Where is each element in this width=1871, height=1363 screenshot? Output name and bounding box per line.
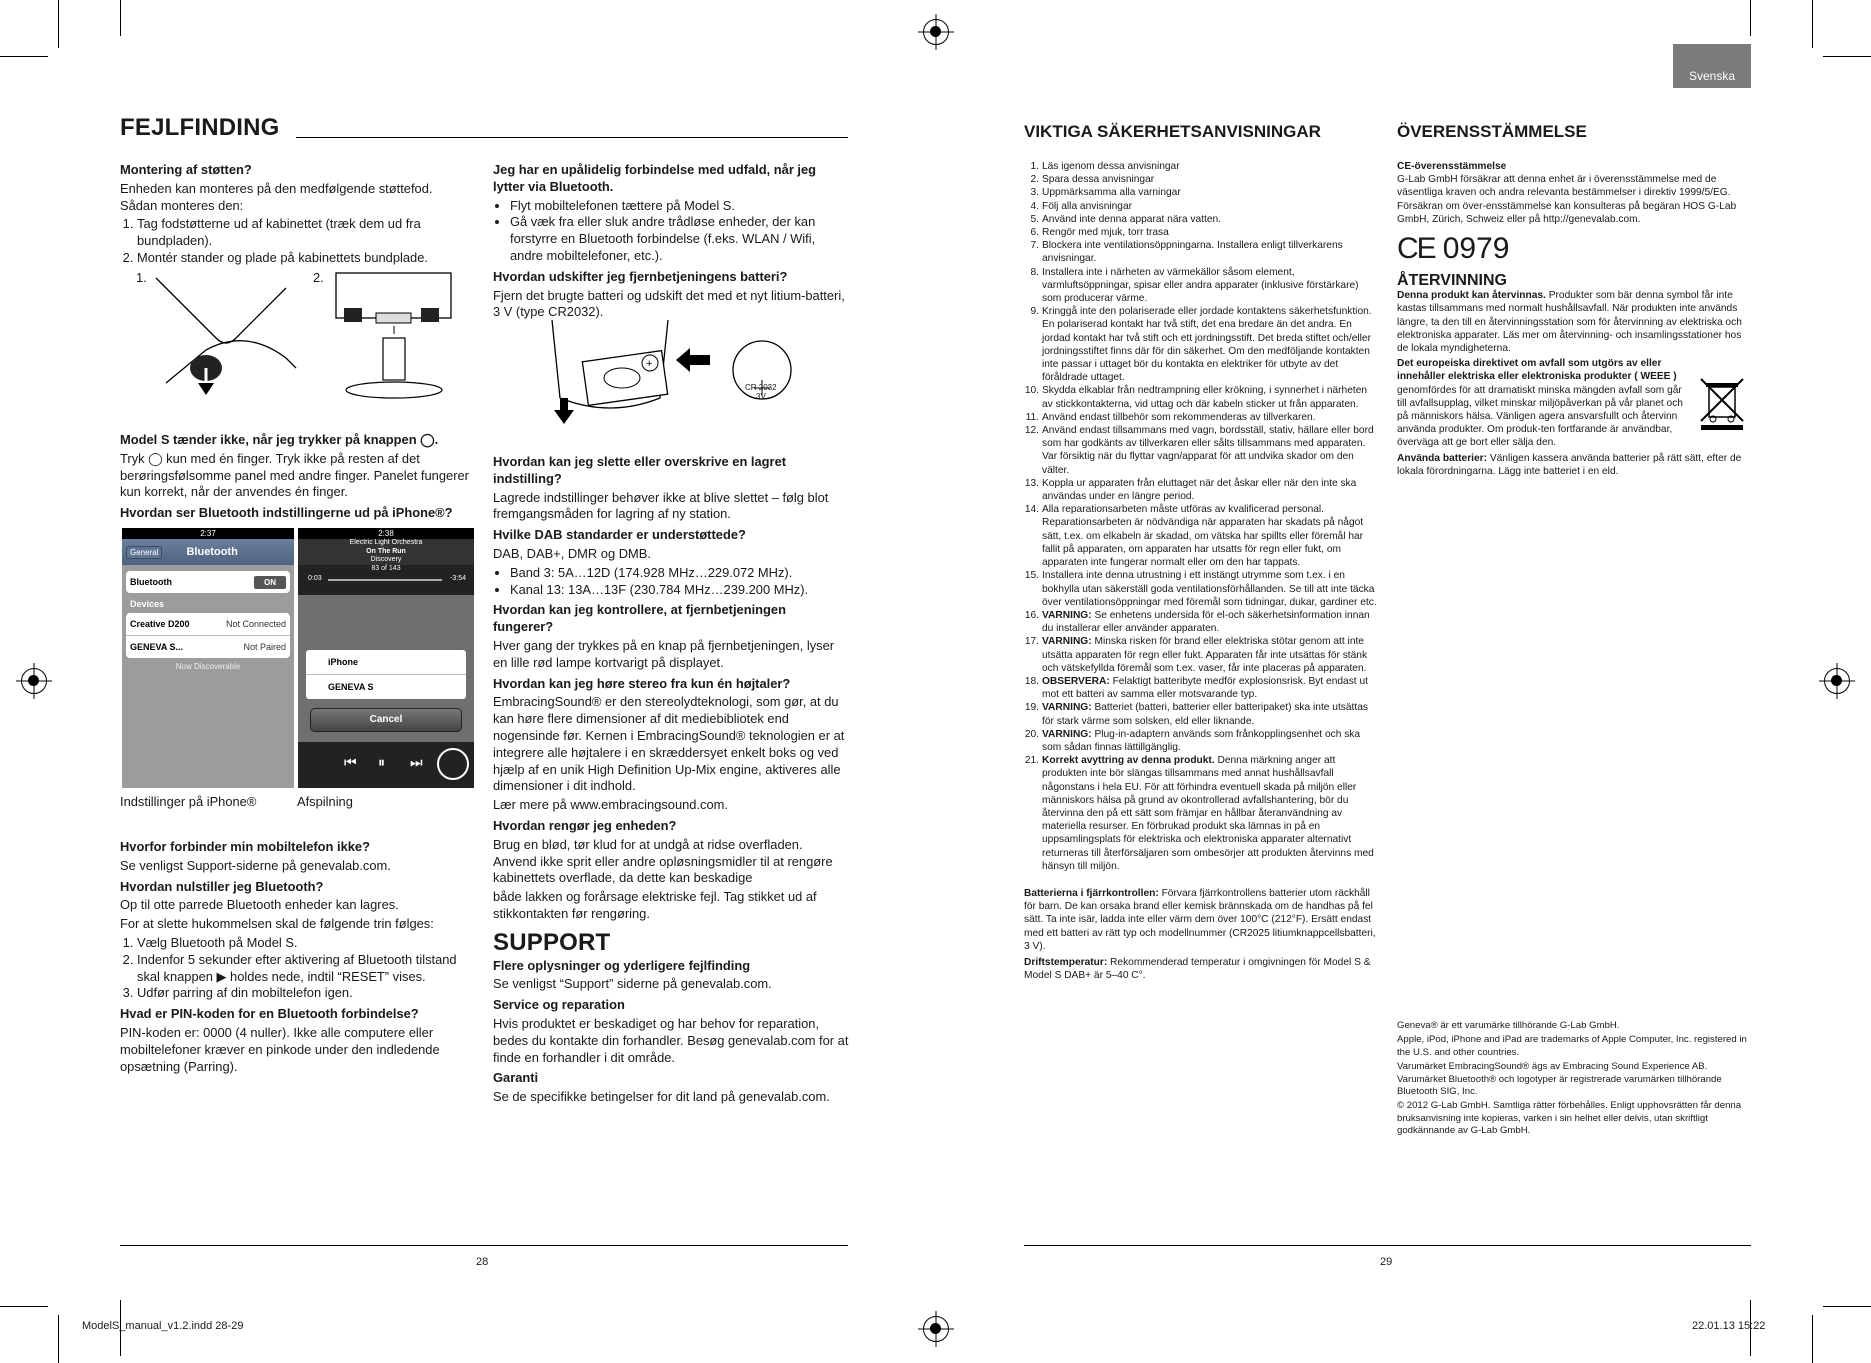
- answer: For at slette hukommelsen skal de følgende trin følges:: [120, 916, 434, 932]
- discoverable-label: Now Discoverable: [175, 662, 241, 671]
- safety-title: VIKTIGA SÄKERHETSANVISNINGAR: [1024, 122, 1321, 141]
- safety-item: [1024, 200, 1378, 213]
- item-number: 7.: [1030, 240, 1039, 252]
- airplay-option-geneva[interactable]: GENEVA S: [328, 682, 374, 692]
- remaining-time: -3:54: [450, 575, 466, 582]
- progress-bar[interactable]: [328, 579, 442, 581]
- question: Hvordan udskifter jeg fjernbetjeningens batteri?: [493, 268, 788, 284]
- safety-item: [1024, 173, 1378, 186]
- recycling-body: Produkter som bär denna symbol får inte kastas tillsammans med normalt hushållsavfall. När produkten inte används längre, ta den till en återvinningsstation som för återvinning av elektriska och elektroniska apparater. Läs mer om återvinning- och insamlingsstationer hos de lokala myndigheterna.: [1397, 290, 1742, 355]
- note-label: Batterierna i fjärrkontrollen:: [1024, 887, 1159, 899]
- crop-mark: [58, 1315, 59, 1363]
- airplay-icon[interactable]: [437, 748, 469, 780]
- device-status: Not Connected: [225, 619, 286, 629]
- track-count: 83 of 143: [371, 565, 401, 572]
- ce-logo-icon: CE: [1397, 232, 1435, 266]
- conformity-title: ÖVERENSSTÄMMELSE: [1397, 122, 1587, 141]
- crop-mark: [120, 0, 121, 36]
- item-number: 3.: [1030, 187, 1039, 199]
- safety-item: [1024, 424, 1378, 477]
- battery-voltage: 3V: [756, 392, 766, 401]
- item-text: Batteriet (batteri, batterier eller batteripaket) ska inte utsättas för stark värme som solsken, eld eller liknande.: [1042, 702, 1368, 727]
- item-text: Blockera inte ventilationsöppningarna. Installera enligt tillverkarens anvisningar.: [1042, 240, 1343, 265]
- left-column-2: [493, 158, 849, 323]
- item-number: 13.: [1024, 477, 1039, 489]
- previous-icon[interactable]: ⏮: [344, 754, 357, 770]
- status-bar: 2:37: [122, 528, 294, 539]
- answer: Op til otte parrede Bluetooth enheder kan lagres.: [120, 897, 399, 913]
- support-heading: Flere oplysninger og yderligere fejlfinding: [493, 957, 751, 973]
- weee-block: [1397, 357, 1751, 449]
- battery-drawing: [540, 318, 800, 428]
- item-text: Skydda elkablar från nedtrampning eller krökning, i synnerhet i närheten av stickkontakterna, vid uttag och där kabeln sticker ut från apparaten.: [1042, 385, 1368, 410]
- item-text: Uppmärksamma alla varningar: [1042, 187, 1181, 199]
- item-text: Spara dessa anvisningar: [1042, 174, 1155, 186]
- safety-item: [1024, 384, 1378, 410]
- crop-mark: [58, 0, 59, 48]
- playback-controls: [298, 742, 474, 788]
- item-text: Använd endast tillbehör som rekommenderas av tillverkaren.: [1042, 411, 1316, 423]
- song-title: On The Run: [366, 547, 406, 555]
- step: 1. Tag fodstøtterne ud af kabinettet (træk dem ud fra bundpladen).: [137, 216, 472, 250]
- trademark-line: Geneva® är ett varumärke tillhörande G-Lab GmbH.: [1397, 1020, 1620, 1031]
- bullet: • Kanal 13: 13A…13F (230.784 MHz…239.200 MHz).: [510, 582, 849, 599]
- nav-bar: [122, 539, 294, 565]
- question: Hvordan nulstiller jeg Bluetooth?: [120, 878, 324, 894]
- item-number: 2.: [1030, 174, 1039, 186]
- item-number: 19.: [1024, 702, 1039, 714]
- item-number: 6.: [1030, 227, 1039, 239]
- figure-label: 1.: [136, 270, 147, 285]
- crop-mark: [0, 56, 48, 57]
- item-text: Kringgå inte den polariserade eller jordade kontaktens säkerhetsfunktion. En polariserad kontakt har två stift, det ena bredare än det andra. En jordad kontakt har två stift och ett jordningsstift. Det breda stiftet och/eller jordningsstiftet finns där för din säkerhet. Om den medföljande kontakten inte passar i uttaget bör du kontakta en elektriker för utbyte av det föråldrade uttaget.: [1042, 306, 1372, 384]
- pause-icon[interactable]: ⏸: [378, 754, 385, 770]
- conformity-section: [1397, 160, 1751, 480]
- registration-mark-icon: [1824, 668, 1850, 694]
- left-column-1: [120, 158, 472, 267]
- item-number: 4.: [1030, 200, 1039, 212]
- answer: DAB, DAB+, DMR og DMB.: [493, 545, 651, 561]
- left-column-2b: [493, 450, 849, 1108]
- bluetooth-row: [126, 571, 290, 593]
- item-text: Använd endast tillsammans med vagn, bordsställ, stativ, hällare eller bord som har godkänts av tillverkaren eller sålts tillsammans med apparaten. Var försiktig när du flyttar vagn/apparat för att undvika skador om den välter.: [1042, 425, 1374, 476]
- crop-mark: [1823, 56, 1871, 57]
- used-batteries-text: [1397, 452, 1751, 478]
- iphone-bluetooth-screenshot: [122, 528, 294, 788]
- recycling-title: ÅTERVINNING: [1397, 272, 1507, 290]
- recycling-label: Denna produkt kan återvinnas.: [1397, 290, 1546, 302]
- question: Montering af støtten?: [120, 162, 252, 177]
- item-label: VARNING:: [1042, 609, 1092, 621]
- crop-mark: [1823, 1306, 1871, 1307]
- support-text: Hvis produktet er beskadiget og har behov for reparation, bedes du kontakte din forhandler. Besøg genevalab.com for at finde en forhandler i dit område.: [493, 1015, 849, 1065]
- row-label: Bluetooth: [130, 577, 172, 587]
- mounting-illustration: [136, 268, 496, 408]
- weee-body: genomfördes för att dramatiskt minska mängden avfall som går till avfallsupplag, vilket minskar miljöpåverkan på vår planet och på människors hälsa. Vänligen agera ansvarsfullt och återvinn använda produkter. Om produk-ten fortfarande är användbar, överväga att ge bort eller sälja den.: [1397, 384, 1683, 449]
- question: Hvordan kan jeg høre stereo fra kun én højtaler?: [493, 675, 791, 691]
- weee-label: Det europeiska direktivet om avfall som utgörs av eller innehåller elektriska eller elektroniska produkter ( WEEE ): [1397, 358, 1677, 383]
- item-text: Minska risken för brand eller elektriska stötar genom att inte utsätta apparaten för regn eller fukt. Apparaten får inte utsättas för stänk och vätskefyllda föremål som t.ex. vaser, får inte placeras på apparaten.: [1042, 636, 1368, 674]
- page-title: FEJLFINDING: [120, 114, 280, 141]
- safety-item: [1024, 239, 1378, 265]
- item-text: Läs igenom dessa anvisningar: [1042, 161, 1180, 172]
- question: Hvordan kan jeg slette eller overskrive en lagret indstilling?: [493, 454, 787, 486]
- support-heading: Garanti: [493, 1070, 539, 1086]
- crop-mark: [1750, 0, 1751, 36]
- safety-item: [1024, 213, 1378, 226]
- step: 3. Udfør parring af din mobiltelefon igen.: [137, 985, 472, 1002]
- item-label: Korrekt avyttring av denna produkt.: [1042, 755, 1215, 767]
- note-label: Driftstemperatur:: [1024, 956, 1108, 968]
- next-icon[interactable]: ⏭: [410, 754, 423, 770]
- title-rule: [296, 137, 848, 138]
- item-text: Rengör med mjuk, torr trasa: [1042, 227, 1169, 239]
- trademark-line: Apple, iPod, iPhone and iPad are trademarks of Apple Computer, Inc. registered in the U.S. and other countries.: [1397, 1034, 1747, 1058]
- answer: både lakken og forårsage elektriske fejl. Tag stikket ud af stikkontakten før rengøring.: [493, 889, 817, 921]
- item-number: 21.: [1024, 755, 1039, 767]
- answer: Se venligst Support-siderne på genevalab.com.: [120, 857, 391, 873]
- step: 1. Vælg Bluetooth på Model S.: [137, 935, 472, 952]
- safety-item: [1024, 635, 1378, 675]
- iphone-playback-screenshot: [298, 528, 474, 788]
- device-list: [126, 613, 290, 658]
- batteries-note: [1024, 887, 1378, 953]
- support-text: Se venligst “Support” siderne på genevalab.com.: [493, 976, 772, 992]
- safety-item: [1024, 754, 1378, 873]
- safety-item: [1024, 609, 1378, 635]
- answer: EmbracingSound® er den stereolydteknologi, som gør, at du kan høre flere dimensioner af dit mediebibliotek end nogensinde før. Kernen i EmbracingSound® teknologien er at integrere alle højtalere i en skræddersyet enkelt boks og ved hjælp af en unik High Definition Up-Mix engine, aktiveres alle dimensioner i dit indhold.: [493, 694, 845, 794]
- answer: Enheden kan monteres på den medfølgende støttefod. Sådan monteres den:: [120, 180, 433, 213]
- item-label: VARNING:: [1042, 728, 1092, 740]
- bullet: • Gå væk fra eller sluk andre trådløse enheder, der kan forstyrre en Bluetooth forbindelse (f.eks. WLAN / Wifi, andre mobiltelefoner, etc.).: [510, 214, 849, 264]
- item-number: 20.: [1024, 728, 1039, 740]
- safety-item: [1024, 305, 1378, 384]
- question: Hvordan rengør jeg enheden?: [493, 817, 677, 833]
- page-number: 29: [1380, 1256, 1393, 1268]
- safety-item: [1024, 675, 1378, 701]
- question: Hvordan kan jeg kontrollere, at fjernbetjeningen fungerer?: [493, 602, 786, 635]
- crop-mark: [1812, 0, 1813, 48]
- item-number: 12.: [1024, 425, 1039, 437]
- footer-date: 22.01.13 15:22: [1692, 1320, 1766, 1332]
- device-name: GENEVA S...: [130, 642, 184, 652]
- battery-label: CR 2032: [745, 383, 777, 392]
- bluetooth-toggle[interactable]: ON: [254, 576, 286, 589]
- answer: Hver gang der trykkes på en knap på fjernbetjeningen, lyser en lille rød lampe kortvarigt på displayet.: [493, 637, 835, 670]
- device-name: Creative D200: [130, 619, 190, 629]
- item-text: Felaktigt batteribyte medför explosionsrisk. Byt endast ut mot ett batteri av samma eller motsvarande typ.: [1042, 675, 1368, 701]
- elapsed-time: 0:03: [308, 575, 322, 582]
- answer: PIN-koden er: 0000 (4 nuller). Ikke alle computere eller mobiltelefoner kræver en pinkode under den indledende opsætning (Parring).: [120, 1024, 440, 1074]
- item-number: 10.: [1024, 385, 1039, 397]
- trademark-line: © 2012 G-Lab GmbH. Samtliga rätter förbehålles. Enligt upphovsrätten får denna bruksanvisning inte kopieras, varken i sin helhet eller delvis, utan skriftligt godkännande av G-Lab GmbH.: [1397, 1100, 1742, 1137]
- registration-mark-icon: [923, 19, 949, 45]
- footer-filename: ModelS_manual_v1.2.indd 28-29: [82, 1320, 244, 1332]
- footer-rule: [120, 1245, 848, 1246]
- safety-item: [1024, 411, 1378, 424]
- temperature-note: [1024, 956, 1378, 982]
- question: Hvorfor forbinder min mobiltelefon ikke?: [120, 839, 370, 854]
- language-tab: Svenska: [1673, 44, 1751, 88]
- question: Model S tænder ikke, når jeg trykker på knappen ◯.: [120, 432, 439, 447]
- item-number: 16.: [1024, 609, 1039, 621]
- back-button[interactable]: General: [126, 546, 162, 559]
- mounting-drawing: [136, 268, 496, 408]
- registration-mark-icon: [923, 1316, 949, 1342]
- crop-mark: [0, 1306, 48, 1307]
- devices-header: Devices: [130, 599, 165, 609]
- step: 2. Indenfor 5 sekunder efter aktivering af Bluetooth tilstand skal knappen ▶ holdes nede, indtil “RESET” vises.: [137, 952, 472, 986]
- item-text: Installera inte denna utrustning i ett instängt utrymme som t.ex. i en bokhylla utan säkerställ goda ventilationsförhållanden. Se till att inte täcka över ventilationsöppningar med föremål som tidningar, dukar, gardiner etc.: [1042, 570, 1377, 608]
- item-text: Denna märkning anger att produkten inte bör slängas tillsammans med annat hushållsavfall någonstans i hela EU. För att förhindra eventuell skada på miljön eller människors hälsa på grund av okontrollerad avfallshantering, bör du återvinna den på ett sätt som främjar en hållbar återanvändning av materiella resurser. En förbrukad produkt ska lämnas in på en uppsamlingsplats för elektriska och elektroniska apparater alternativt returneras till återförsäljaren som ombesörjer att produkten återvinns med hänsyn till miljön.: [1042, 755, 1374, 872]
- item-number: 18.: [1024, 675, 1039, 687]
- ce-mark: [1397, 232, 1751, 266]
- safety-item: [1024, 186, 1378, 199]
- question: Hvordan ser Bluetooth indstillingerne ud på iPhone®?: [120, 505, 453, 521]
- device-status: Not Paired: [243, 642, 286, 652]
- answer: Fjern det brugte batteri og udskift det med et nyt litium-batteri, 3 V (type CR2032).: [493, 287, 845, 320]
- note-text: Rekommenderad temperatur i omgivningen för Model S & Model S DAB+ är 5–40 C°.: [1024, 956, 1371, 982]
- scrubber-area: [298, 565, 474, 595]
- bullet: • Flyt mobiltelefonen tættere på Model S.: [510, 198, 849, 215]
- artist: Electric Light Orchestra: [349, 539, 423, 546]
- item-number: 1.: [1030, 161, 1039, 172]
- used-batteries-body: Vänligen kassera använda batterier på rätt sätt, efter de lokala förordningarna. Lägg inte batteriet i en eld.: [1397, 452, 1742, 477]
- item-label: VARNING:: [1042, 702, 1092, 714]
- safety-item: [1024, 477, 1378, 503]
- item-number: 5.: [1030, 213, 1039, 225]
- svg-text:+: +: [646, 358, 653, 370]
- safety-item: [1024, 728, 1378, 754]
- ce-text: G-Lab GmbH försäkrar att denna enhet är i överensstämmelse med de väsentliga kraven och andra relevanta bestämmelser i direktiv 1999/5/EG. Försäkran om över-ensstämmelse kan konsulteras på begäran HOS G-Lab GmbH, Zürich, Schweiz eller på http://genevalab.com.: [1397, 174, 1737, 225]
- item-number: 9.: [1030, 306, 1039, 318]
- item-label: OBSERVERA:: [1042, 675, 1110, 687]
- battery-illustration: [540, 318, 800, 428]
- item-text: Installera inte i närheten av värmekällor såsom element, varmluftsöppningar, spisar eller andra apparater (inklusive förstärkare) som producerar värme.: [1042, 266, 1359, 305]
- step: 2. Montér stander og plade på kabinettets bundplade.: [137, 250, 472, 267]
- used-batteries-label: Använda batterier:: [1397, 452, 1488, 464]
- weee-bin-icon: [1699, 377, 1747, 431]
- album: Discovery: [370, 556, 402, 563]
- figure-caption: Afspilning: [297, 794, 353, 809]
- item-label: VARNING:: [1042, 636, 1092, 648]
- status-bar: 2:38: [298, 528, 474, 539]
- question: Hvad er PIN-koden for en Bluetooth forbindelse?: [120, 1006, 419, 1022]
- bullet: • Band 3: 5A…12D (174.928 MHz…229.072 MHz).: [510, 565, 849, 582]
- page-number: 28: [476, 1256, 489, 1268]
- safety-item: [1024, 226, 1378, 239]
- left-column-1c: [120, 835, 472, 1077]
- support-text: Se de specifikke betingelser for dit land på genevalab.com.: [493, 1089, 830, 1105]
- item-number: 11.: [1025, 411, 1039, 423]
- cancel-button[interactable]: Cancel: [310, 708, 462, 732]
- question: Hvilke DAB standarder er understøttede?: [493, 527, 746, 543]
- device-row[interactable]: [126, 636, 290, 658]
- safety-item: [1024, 503, 1378, 569]
- ce-heading: CE-överensstämmelse: [1397, 161, 1507, 172]
- safety-list: [1024, 160, 1378, 984]
- item-text: Koppla ur apparaten från eluttaget när det åskar eller när den inte ska användas under en längre period.: [1042, 477, 1357, 503]
- recycling-text: [1397, 289, 1751, 355]
- device-row[interactable]: [126, 613, 290, 636]
- footer-rule: [1024, 1245, 1751, 1246]
- figure-label: 2.: [313, 270, 324, 285]
- support-heading: Service og reparation: [493, 997, 625, 1013]
- item-number: 15.: [1024, 570, 1039, 582]
- answer: Lagrede indstillinger behøver ikke at blive slettet – følg blot fremgangsmåden for lagring af ny station.: [493, 489, 829, 522]
- safety-item: [1024, 701, 1378, 727]
- airplay-option-iphone[interactable]: iPhone: [306, 650, 466, 675]
- item-text: Se enhetens undersida för el-och säkerhetsinformation innan du installerar eller använder apparaten.: [1042, 609, 1370, 635]
- weee-text: [1397, 357, 1689, 449]
- safety-item: [1024, 160, 1378, 173]
- ce-number: 0979: [1442, 232, 1510, 266]
- item-number: 8.: [1030, 266, 1039, 278]
- item-text: Använd inte denna apparat nära vatten.: [1042, 213, 1221, 225]
- answer: Tryk ◯ kun med én finger. Tryk ikke på resten af det berøringsfølsomme panel med andre finger. Panelet fungerer kun korrekt, når der anvendes én finger.: [120, 450, 469, 500]
- registration-mark-icon: [21, 668, 47, 694]
- item-number: 14.: [1024, 504, 1039, 516]
- support-title: SUPPORT: [493, 928, 611, 956]
- left-column-1b: [120, 428, 472, 524]
- question: Jeg har en upålidelig forbindelse med udfald, når jeg lytter via Bluetooth.: [493, 162, 817, 194]
- crop-mark: [1812, 1315, 1813, 1363]
- answer: Lær mere på www.embracingsound.com.: [493, 797, 728, 813]
- item-text: Plug-in-adaptern används som frånkopplingsenhet och ska som sådan finnas lättillgänglig.: [1042, 728, 1361, 753]
- item-number: 17.: [1024, 636, 1039, 648]
- answer: Brug en blød, tør klud for at undgå at ridse overfladen. Anvend ikke sprit eller andre opløsningsmidler til at rengøre kabinettets overflade, da dette kan beskadige: [493, 836, 833, 886]
- trademark-line: Varumärket EmbracingSound® ägs av Embracing Sound Experience AB. Varumärket Bluetooth® och logotyper är registrerade varumärken tillhörande Bluetooth SIG, Inc.: [1397, 1061, 1722, 1098]
- item-text: Alla reparationsarbeten måste utföras av kvalificerad personal. Reparationsarbeten är nödvändiga när apparaten har skadats på något sätt, t.ex. om elkabeln är skadad, om vätska har spillts eller föremål har fallit på apparaten, om apparaten har utsatts för regn eller fukt, om apparaten inte fungerar normalt eller om den har tappats.: [1042, 504, 1364, 569]
- nav-title: Bluetooth: [186, 546, 238, 558]
- item-text: Följ alla anvisningar: [1042, 200, 1133, 212]
- safety-item: [1024, 266, 1378, 306]
- safety-item: [1024, 569, 1378, 609]
- now-playing-header: [298, 539, 474, 565]
- trademarks: [1397, 1020, 1751, 1140]
- note-text: Förvara fjärrkontrollens batterier utom räckhåll för barn. De kan orsaka brand eller kemisk brännskada om de handhas på fel sätt. Ta inte isär, ladda inte eller värm dem över 100°C (212°F). Ersätt endast med ett batteri av rätt typ och modellnummer (CR2025 litiumknappcellsbatteri, 3 V).: [1024, 887, 1376, 952]
- figure-caption: Indstillinger på iPhone®: [120, 794, 257, 809]
- airplay-menu: [306, 650, 466, 699]
